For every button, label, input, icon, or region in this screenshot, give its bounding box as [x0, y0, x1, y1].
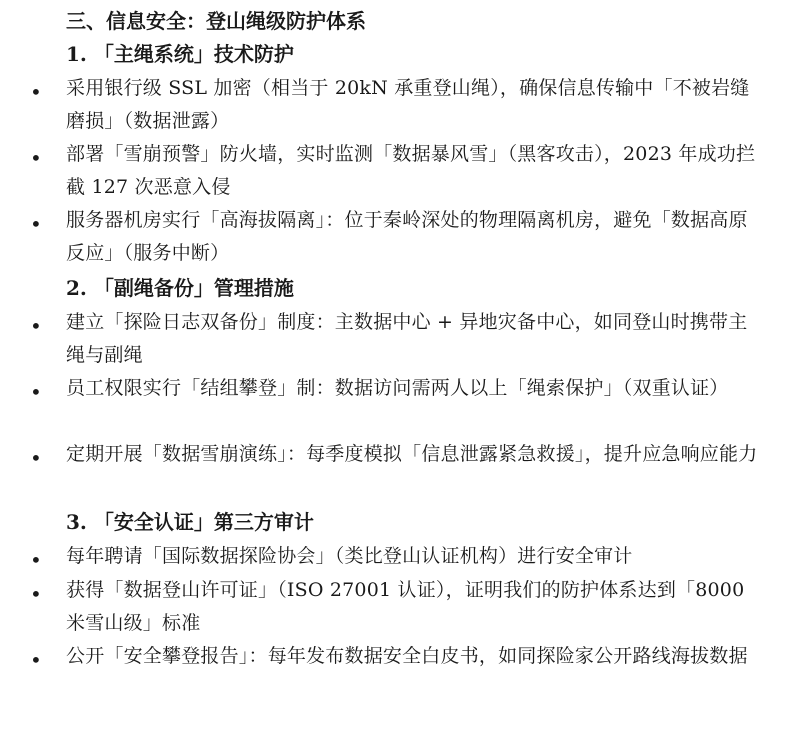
bullet-marker: •	[30, 648, 42, 672]
list-item: 获得「数据登山许可证」（ISO 27001 认证），证明我们的防护体系达到「8000 米雪山级」标准	[66, 579, 745, 634]
bullet-marker: •	[30, 582, 42, 606]
list-item: 采用银行级 SSL 加密（相当于 20kN 承重登山绳），确保信息传输中「不被岩缝磨损」（数据泄露）	[66, 77, 750, 132]
list-item: 员工权限实行「结组攀登」制：数据访问需两人以上「绳索保护」（双重认证）	[66, 377, 729, 399]
page-title: 三、信息安全：登山绳级防护体系	[66, 9, 366, 33]
bullet-marker: •	[30, 314, 42, 338]
bullet-marker: •	[30, 146, 42, 170]
list-item: 服务器机房实行「高海拔隔离」：位于秦岭深处的物理隔离机房，避免「数据高原反应」（服务中断）	[66, 209, 748, 264]
section-heading-1: 1. 「主绳系统」技术防护	[66, 42, 294, 66]
bullet-marker: •	[30, 212, 42, 236]
list-item: 部署「雪崩预警」防火墙，实时监测「数据暴风雪」（黑客攻击），2023 年成功拦截 127 次恶意入侵	[66, 143, 756, 198]
bullet-marker: •	[30, 446, 42, 470]
list-item: 公开「安全攀登报告」：每年发布数据安全白皮书，如同探险家公开路线海拔数据	[66, 645, 748, 667]
section-heading-3: 3. 「安全认证」第三方审计	[66, 510, 314, 534]
section-heading-2: 2. 「副绳备份」管理措施	[66, 276, 294, 300]
bullet-marker: •	[30, 80, 42, 104]
list-item: 每年聘请「国际数据探险协会」（类比登山认证机构）进行安全审计	[66, 545, 633, 567]
bullet-marker: •	[30, 548, 42, 572]
bullet-marker: •	[30, 380, 42, 404]
list-item: 定期开展「数据雪崩演练」：每季度模拟「信息泄露紧急救援」，提升应急响应能力	[66, 443, 758, 465]
list-item: 建立「探险日志双备份」制度：主数据中心 + 异地灾备中心，如同登山时携带主绳与副绳	[66, 311, 748, 366]
